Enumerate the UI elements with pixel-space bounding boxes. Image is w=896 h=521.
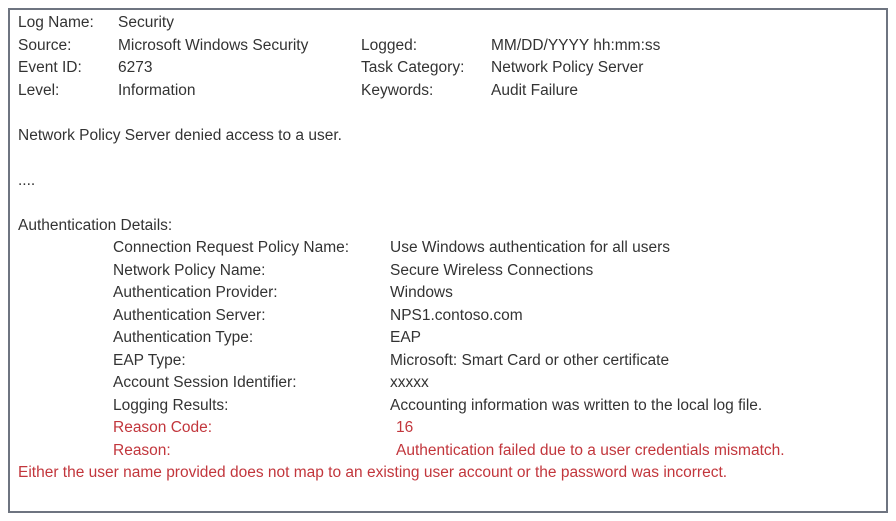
eap-type-label: EAP Type:: [113, 351, 186, 369]
detail-row-authentication-type: [113, 327, 878, 350]
blank-line: [18, 192, 878, 215]
detail-row-eap-type: [113, 350, 878, 373]
event-id-label: Event ID:: [18, 59, 82, 76]
detail-row-logging-results: [113, 395, 878, 418]
detail-row-reason: [113, 440, 878, 463]
blank-line: [18, 147, 878, 170]
authentication-type-label: Authentication Type:: [113, 329, 254, 346]
event-log-panel: [8, 8, 888, 513]
level-value: Information: [118, 81, 196, 99]
authentication-provider-label: Authentication Provider:: [113, 284, 278, 301]
authentication-details-heading: Authentication Details:: [18, 216, 173, 234]
detail-row-connection-request-policy: [113, 237, 878, 260]
logged-value: MM/DD/YYYY hh:mm:ss: [491, 36, 661, 54]
reason-label: Reason:: [113, 441, 171, 459]
reason-value: Authentication failed due to a user credentials mismatch.: [396, 441, 785, 459]
event-description: Network Policy Server denied access to a user.: [18, 126, 342, 144]
authentication-provider-value: Windows: [390, 284, 453, 301]
logging-results-label: Logging Results:: [113, 396, 229, 414]
task-category-value: Network Policy Server: [491, 59, 644, 76]
detail-row-authentication-server: [113, 305, 878, 328]
log-name-value: Security: [118, 14, 174, 31]
authentication-server-label: Authentication Server:: [113, 306, 266, 324]
level-label: Level:: [18, 81, 60, 99]
detail-row-authentication-provider: [113, 282, 878, 305]
keywords-value: Audit Failure: [491, 81, 579, 99]
ellipsis-line: ....: [18, 171, 36, 189]
connection-request-policy-value: Use Windows authentication for all users: [390, 239, 670, 256]
detail-row-network-policy-name: [113, 260, 878, 283]
eap-type-value: Microsoft: Smart Card or other certificate: [390, 351, 670, 369]
keywords-label: Keywords:: [361, 81, 434, 99]
logged-label: Logged:: [361, 36, 418, 54]
header-row-source: [18, 35, 878, 58]
network-policy-name-value: Secure Wireless Connections: [390, 261, 594, 279]
authentication-type-value: EAP: [390, 329, 422, 346]
log-name-label: Log Name:: [18, 14, 94, 31]
event-id-value: 6273: [118, 59, 153, 76]
header-row-level: [18, 80, 878, 103]
detail-row-account-session-identifier: [113, 372, 878, 395]
authentication-server-value: NPS1.contoso.com: [390, 306, 523, 324]
account-session-identifier-label: Account Session Identifier:: [113, 374, 297, 391]
source-value: Microsoft Windows Security: [118, 36, 309, 54]
connection-request-policy-label: Connection Request Policy Name:: [113, 239, 350, 256]
reason-code-label: Reason Code:: [113, 419, 213, 436]
detail-row-reason-code: [113, 417, 878, 440]
network-policy-name-label: Network Policy Name:: [113, 261, 266, 279]
reason-continuation-text: Either the user name provided does not map to an existing user account or the password was incorrect.: [18, 464, 728, 481]
task-category-label: Task Category:: [361, 59, 465, 76]
account-session-identifier-value: xxxxx: [390, 374, 429, 391]
logging-results-value: Accounting information was written to the local log file.: [390, 396, 763, 414]
header-row-log-name: [18, 12, 878, 35]
blank-line: [18, 102, 878, 125]
header-row-event-id: [18, 57, 878, 80]
reason-code-value: 16: [396, 419, 414, 436]
source-label: Source:: [18, 36, 72, 54]
